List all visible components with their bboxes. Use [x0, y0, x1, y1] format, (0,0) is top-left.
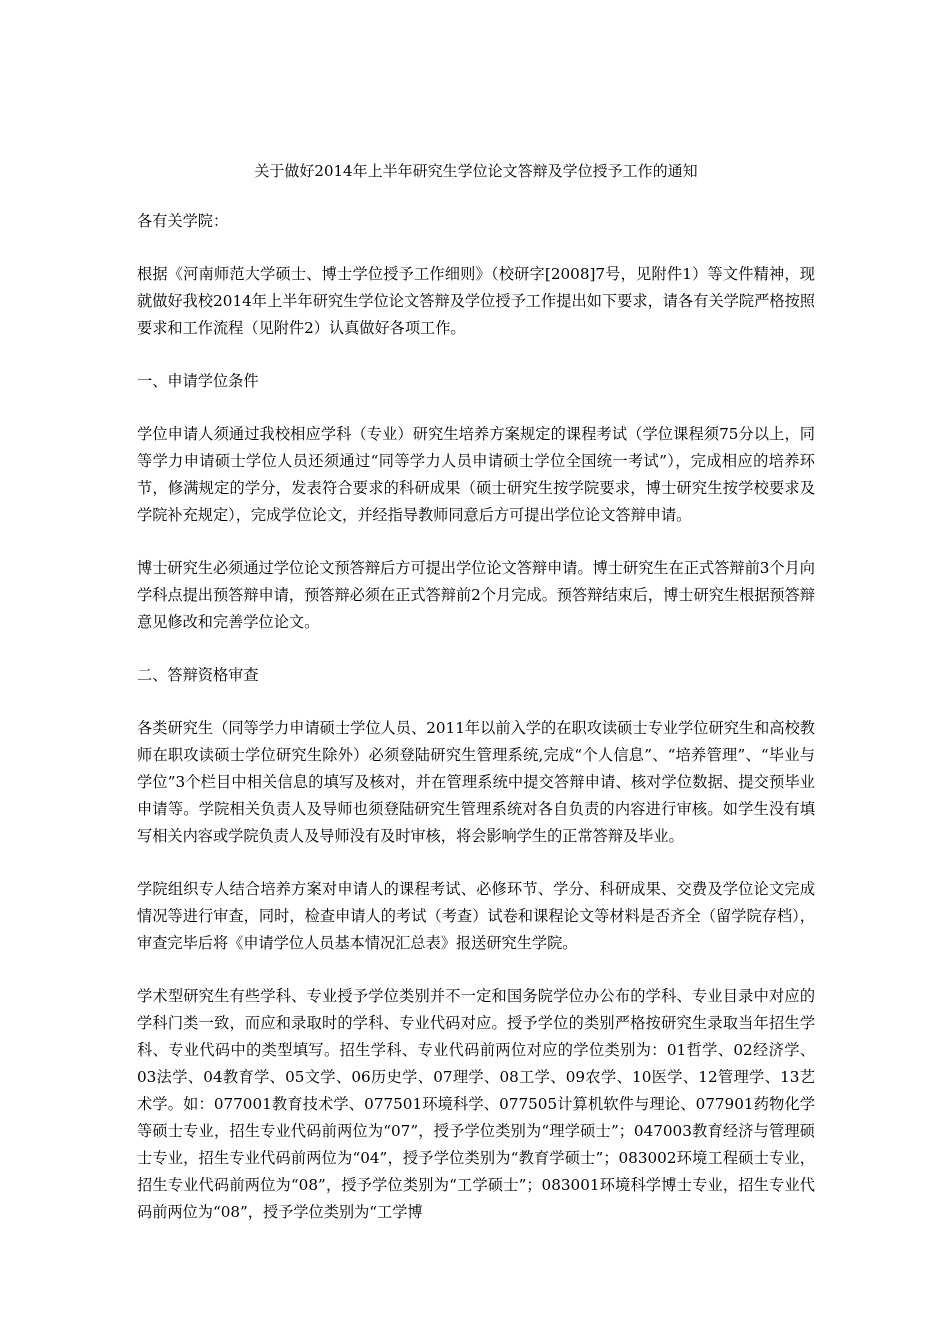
document-title: 关于做好2014年上半年研究生学位论文答辩及学位授予工作的通知: [254, 162, 698, 180]
section-2-paragraph-2: 学院组织专人结合培养方案对申请人的课程考试、必修环节、学分、科研成果、交费及学位论文完成情况等进行审查，同时，检查申请人的考试（考查）试卷和课程论文等材料是否齐全（留学院存档），审查完毕后将《申请学位人员基本情况汇总表》报送研究生学院。: [137, 880, 815, 952]
section-2-paragraph-3: 学术型研究生有些学科、专业授予学位类别并不一定和国务院学位办公布的学科、专业目录中对应的学科门类一致，而应和录取时的学科、专业代码对应。授予学位的类别严格按研究生录取当年招生学科、专业代码中的类型填写。招生学科、专业代码前两位对应的学位类别为：01哲学、02经济学、03法学、04教育学、05文学、06历史学、07理学、08工学、09农学、10医学、12管理学、13艺术学。如：077001教育技术学、077501环境科学、077505计算机软件与理论、077901药物化学等硕士专业，招生专业代码前两位为“07”，授予学位类别为“理学硕士”；047003教育经济与管理硕士专业，招生专业代码前两位为“04”，授予学位类别为“教育学硕士”；083002环境工程硕士专业，招生专业代码前两位为“08”，授予学位类别为“工学硕士”；083001环境科学博士专业，招生专业代码前两位为“08”，授予学位类别为“工学博: [137, 987, 815, 1221]
section-1-paragraph-2: 博士研究生必须通过学位论文预答辩后方可提出学位论文答辩申请。博士研究生在正式答辩前3个月向学科点提出预答辩申请，预答辩必须在正式答辩前2个月完成。预答辩结束后，博士研究生根据预答辩意见修改和完善学位论文。: [137, 559, 815, 631]
salutation: 各有关学院：: [137, 212, 229, 230]
intro-paragraph: 根据《河南师范大学硕士、博士学位授予工作细则》（校研字[2008]7号，见附件1）等文件精神，现就做好我校2014年上半年研究生学位论文答辩及学位授予工作提出如下要求，请各有关学院严格按照要求和工作流程（见附件2）认真做好各项工作。: [137, 265, 815, 337]
section-2-heading: 二、答辩资格审查: [137, 666, 259, 684]
document-page: [137, 158, 815, 1252]
section-2-paragraph-1: 各类研究生（同等学力申请硕士学位人员、2011年以前入学的在职攻读硕士专业学位研究生和高校教师在职攻读硕士学位研究生除外）必须登陆研究生管理系统,完成“个人信息”、“培养管理”、“毕业与学位”3个栏目中相关信息的填写及核对，并在管理系统中提交答辩申请、核对学位数据、提交预毕业申请等。学院相关负责人及导师也须登陆研究生管理系统对各自负责的内容进行审核。如学生没有填写相关内容或学院负责人及导师没有及时审核，将会影响学生的正常答辩及毕业。: [137, 719, 815, 845]
section-1-heading: 一、申请学位条件: [137, 372, 259, 390]
section-1-paragraph-1: 学位申请人须通过我校相应学科（专业）研究生培养方案规定的课程考试（学位课程须75分以上，同等学力申请硕士学位人员还须通过“同等学力人员申请硕士学位全国统一考试”），完成相应的培养环节，修满规定的学分，发表符合要求的科研成果（硕士研究生按学院要求，博士研究生按学校要求及学院补充规定），完成学位论文，并经指导教师同意后方可提出学位论文答辩申请。: [137, 425, 815, 524]
